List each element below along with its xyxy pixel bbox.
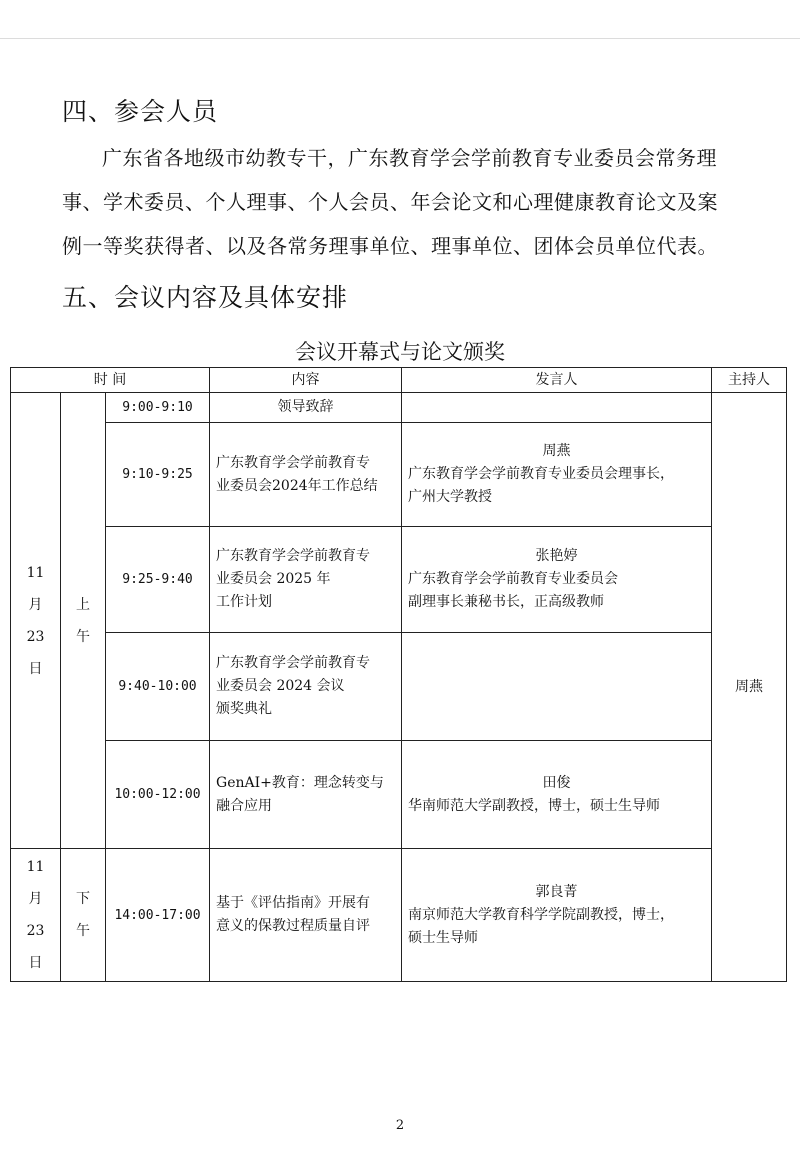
morning-date-cell	[11, 393, 61, 849]
content-cell	[210, 741, 402, 849]
content-line: 业委员会2024年工作总结	[216, 477, 378, 494]
content-line: 颁奖典礼	[216, 701, 273, 717]
period-part: 午	[76, 923, 90, 939]
speaker-name: 郭良菁	[535, 883, 578, 900]
time-cell: 9:10-9:25	[106, 423, 210, 527]
time-cell: 10:00-12:00	[106, 741, 210, 849]
schedule-table	[10, 367, 787, 982]
table-row	[11, 423, 787, 527]
date-part: 日	[28, 660, 43, 677]
content-cell	[210, 423, 402, 527]
period-part: 上	[76, 596, 90, 613]
time-cell: 9:40-10:00	[106, 633, 210, 741]
content-cell	[210, 527, 402, 633]
speaker-cell	[402, 527, 712, 633]
date-part: 11	[26, 859, 45, 875]
content-cell	[210, 393, 402, 423]
period-part: 下	[76, 891, 90, 907]
content-line: 业委员会 2025 年	[216, 571, 331, 587]
section-4-heading: 四、参会人员	[62, 97, 219, 126]
speaker-title-line: 华南师范大学副教授，博士，硕士生导师	[408, 797, 661, 814]
content-cell	[210, 849, 402, 982]
content-line: 意义的保教过程质量自评	[216, 918, 371, 934]
time-cell: 9:00-9:10	[106, 393, 210, 423]
table-row	[11, 527, 787, 633]
header-content: 内容	[210, 368, 402, 393]
speaker-cell	[402, 741, 712, 849]
content-line: 广东教育学会学前教育专	[216, 548, 371, 564]
content-line: 领导致辞	[277, 399, 334, 415]
host-cell: 周燕	[712, 393, 787, 982]
page-number: 2	[395, 1118, 405, 1133]
speaker-cell	[402, 393, 712, 423]
header-time: 时 间	[11, 368, 210, 393]
date-part: 月	[28, 596, 43, 613]
content-line: 广东教育学会学前教育专	[216, 454, 371, 471]
header-host: 主持人	[712, 368, 787, 393]
afternoon-date-cell	[11, 849, 61, 982]
paragraph-line: 例一等奖获得者、以及各常务理事单位、理事单位、团体会员单位代表。	[62, 234, 718, 258]
table-row	[11, 633, 787, 741]
date-part: 月	[28, 891, 43, 907]
speaker-title-line: 广州大学教授	[408, 489, 493, 505]
content-line: 广东教育学会学前教育专	[216, 655, 371, 671]
content-line: 业委员会 2024 会议	[216, 678, 345, 694]
table-header-row	[11, 368, 787, 393]
content-line: 融合应用	[216, 797, 273, 814]
date-part: 11	[26, 564, 45, 581]
table-row	[11, 393, 787, 423]
date-part: 23	[26, 628, 45, 645]
speaker-name: 张艳婷	[535, 548, 578, 564]
speaker-cell	[402, 849, 712, 982]
section-4-paragraph	[62, 136, 742, 268]
time-cell: 9:25-9:40	[106, 527, 210, 633]
speaker-name: 周燕	[542, 443, 571, 459]
morning-period-cell	[61, 393, 106, 849]
content-line: GenAI+教育：理念转变与	[216, 774, 384, 791]
speaker-title-line: 南京师范大学教育科学学院副教授，博士，	[408, 906, 675, 923]
time-cell: 14:00-17:00	[106, 849, 210, 982]
content-cell	[210, 633, 402, 741]
speaker-cell	[402, 423, 712, 527]
table-row	[11, 741, 787, 849]
speaker-cell	[402, 633, 712, 741]
date-part: 23	[26, 923, 45, 939]
paragraph-line: 事、学术委员、个人理事、个人会员、年会论文和心理健康教育论文及案	[62, 190, 718, 214]
speaker-name: 田俊	[542, 774, 571, 791]
speaker-title-line: 广东教育学会学前教育专业委员会	[408, 571, 619, 587]
afternoon-period-cell	[61, 849, 106, 982]
table-caption: 会议开幕式与论文颁奖	[295, 340, 505, 364]
date-part: 日	[28, 955, 43, 971]
content-line: 基于《评估指南》开展有	[216, 895, 371, 911]
period-part: 午	[76, 628, 90, 645]
table-row	[11, 849, 787, 982]
speaker-title-line: 广东教育学会学前教育专业委员会理事长，	[408, 466, 675, 482]
paragraph-line: 广东省各地级市幼教专干，广东教育学会学前教育专业委员会常务理	[102, 146, 717, 170]
content-line: 工作计划	[216, 594, 273, 610]
speaker-title-line: 副理事长兼秘书长，正高级教师	[408, 594, 605, 610]
speaker-title-line: 硕士生导师	[408, 929, 479, 946]
section-5-heading: 五、会议内容及具体安排	[62, 283, 349, 312]
page-top-rule	[0, 38, 800, 39]
header-speaker: 发言人	[402, 368, 712, 393]
